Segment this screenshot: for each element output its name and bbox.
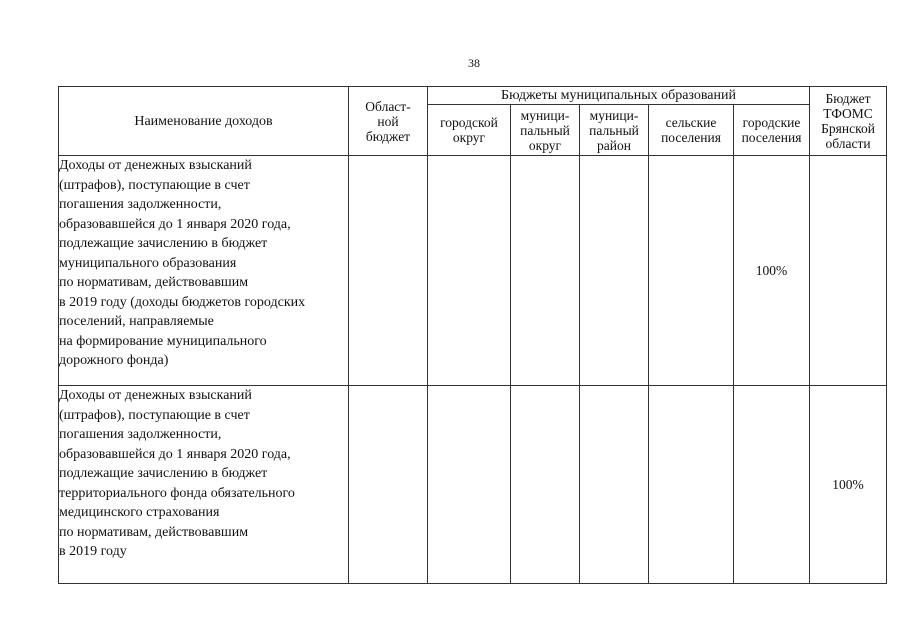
header-line: Област- xyxy=(365,98,411,114)
tfoms-budget-header xyxy=(810,87,887,156)
name-line: Доходы от денежных взысканий xyxy=(59,158,252,173)
name-line: образовавшейся до 1 января 2020 года, xyxy=(59,216,291,232)
tfoms-budget-value xyxy=(810,156,887,386)
municipal-district-value xyxy=(511,386,580,584)
tfoms-budget-value: 100% xyxy=(810,386,887,584)
name-line: медицинского страхования xyxy=(59,505,220,520)
city-district-header xyxy=(428,105,511,156)
name-line: (штрафов), поступающие в счет xyxy=(59,177,250,193)
header-line: области xyxy=(825,136,871,151)
header-line: Брянской xyxy=(821,121,875,136)
city-district-value xyxy=(428,386,511,584)
regional-budget-value xyxy=(349,156,428,386)
name-line: в 2019 году xyxy=(59,544,127,559)
urban-settlements-value: 100% xyxy=(734,156,810,386)
name-line: по нормативам, действовавшим xyxy=(59,524,249,540)
income-name-header: Наименование доходов xyxy=(59,87,349,156)
name-line: в 2019 году (доходы бюджетов городских xyxy=(59,294,306,310)
header-line: пальный xyxy=(520,122,570,138)
income-name-cell xyxy=(59,386,349,584)
municipal-district-value xyxy=(511,156,580,386)
header-row-1 xyxy=(59,87,887,105)
municipal-area-header xyxy=(580,105,649,156)
name-line: муниципального образования xyxy=(59,255,237,271)
header-line: сельские xyxy=(665,115,717,130)
name-line: подлежащие зачислению в бюджет xyxy=(59,236,268,251)
name-line: по нормативам, действовавшим xyxy=(59,275,249,290)
header-line: муници- xyxy=(520,107,570,123)
name-line: территориального фонда обязательного xyxy=(59,485,295,501)
urban-settlements-value xyxy=(734,386,810,584)
name-line: Доходы от денежных взысканий xyxy=(59,388,252,403)
name-line: (штрафов), поступающие в счет xyxy=(59,407,250,423)
name-line: поселений, направляемые xyxy=(59,314,214,329)
rural-settlements-value xyxy=(649,386,734,584)
municipal-area-value xyxy=(580,386,649,584)
table-row xyxy=(59,156,887,386)
header-line: бюджет xyxy=(365,128,411,144)
header-line: район xyxy=(597,137,631,153)
municipal-district-header xyxy=(511,105,580,156)
header-line: ной xyxy=(377,113,399,129)
name-line: на формирование муниципального xyxy=(59,333,267,349)
header-line: пальный xyxy=(589,122,639,138)
name-line: погашения задолженности, xyxy=(59,197,222,212)
header-line: округ xyxy=(452,130,486,145)
income-name-cell xyxy=(59,156,349,386)
city-district-value xyxy=(428,156,511,386)
regional-budget-value xyxy=(349,386,428,584)
municipal-area-value xyxy=(580,156,649,386)
header-line: поселения xyxy=(661,130,721,145)
header-line: городской xyxy=(440,115,498,130)
table-row xyxy=(59,386,887,584)
rural-settlements-header xyxy=(649,105,734,156)
name-line: погашения задолженности, xyxy=(59,427,222,442)
page-number: 38 xyxy=(468,56,480,70)
header-line: Бюджет xyxy=(825,91,871,106)
header-line: округ xyxy=(528,137,562,153)
name-line: подлежащие зачислению в бюджет xyxy=(59,466,268,481)
urban-settlements-header xyxy=(734,105,810,156)
header-line: муници- xyxy=(589,107,639,123)
name-line: образовавшейся до 1 января 2020 года, xyxy=(59,446,291,462)
income-distribution-table xyxy=(58,86,887,584)
header-line: ТФОМС xyxy=(823,106,873,121)
rural-settlements-value xyxy=(649,156,734,386)
header-line: городские xyxy=(742,115,801,130)
municipal-budgets-header: Бюджеты муниципальных образований xyxy=(428,87,810,105)
header-line: поселения xyxy=(741,130,802,145)
name-line: дорожного фонда) xyxy=(59,353,169,368)
regional-budget-header xyxy=(349,87,428,156)
